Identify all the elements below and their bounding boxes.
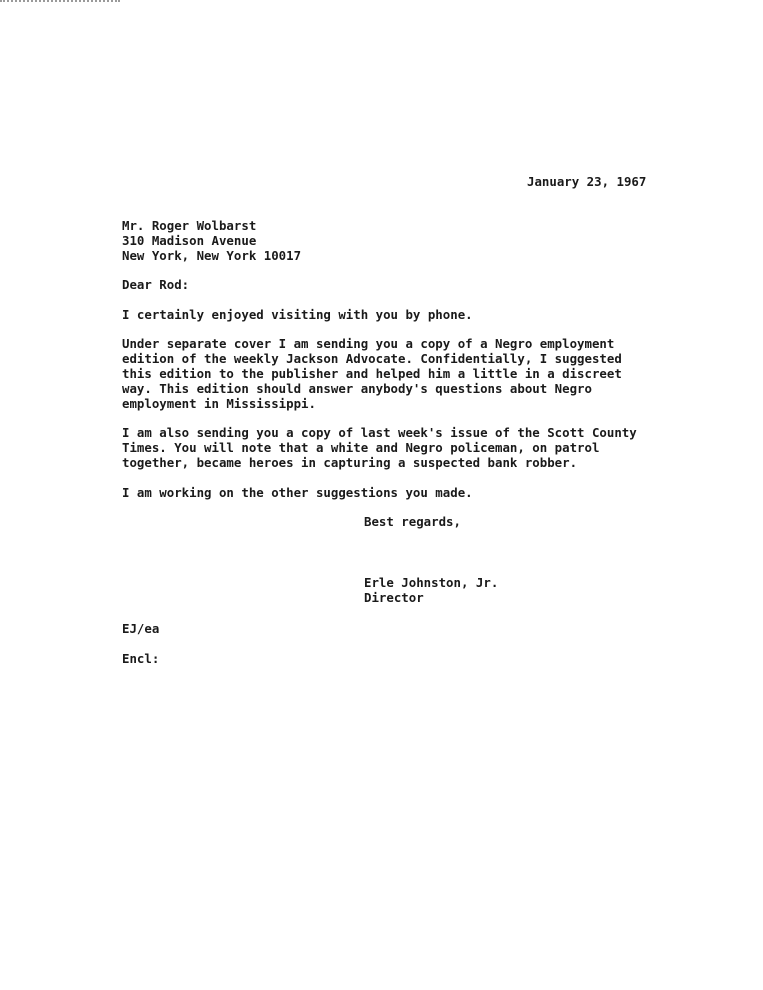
reference-initials: EJ/ea: [122, 621, 160, 636]
page-top-edge: [0, 0, 120, 2]
recipient-name: Mr. Roger Wolbarst: [122, 218, 257, 233]
paragraph-3-line-1: I am also sending you a copy of last week's issue of the Scott County: [122, 425, 637, 440]
paragraph-3-line-3: together, became heroes in capturing a suspected bank robber.: [122, 455, 578, 470]
recipient-street: 310 Madison Avenue: [122, 233, 257, 248]
paragraph-3-line-2: Times. You will note that a white and Negro policeman, on patrol: [122, 440, 600, 455]
paragraph-2-line-2: edition of the weekly Jackson Advocate. Confidentially, I suggested: [122, 351, 622, 366]
closing: Best regards,: [364, 514, 461, 529]
signer-name: Erle Johnston, Jr.: [364, 575, 499, 590]
salutation: Dear Rod:: [122, 277, 190, 292]
paragraph-1-line-1: I certainly enjoyed visiting with you by phone.: [122, 307, 473, 322]
recipient-city: New York, New York 10017: [122, 248, 302, 263]
signer-title: Director: [364, 590, 424, 605]
paragraph-2-line-3: this edition to the publisher and helped him a little in a discreet: [122, 366, 622, 381]
paragraph-4-line-1: I am working on the other suggestions you made.: [122, 485, 473, 500]
paragraph-2-line-5: employment in Mississippi.: [122, 396, 316, 411]
paragraph-2-line-4: way. This edition should answer anybody's questions about Negro: [122, 381, 592, 396]
paragraph-2-line-1: Under separate cover I am sending you a copy of a Negro employment: [122, 336, 615, 351]
letter-date: January 23, 1967: [527, 174, 647, 189]
enclosure-note: Encl:: [122, 651, 160, 666]
